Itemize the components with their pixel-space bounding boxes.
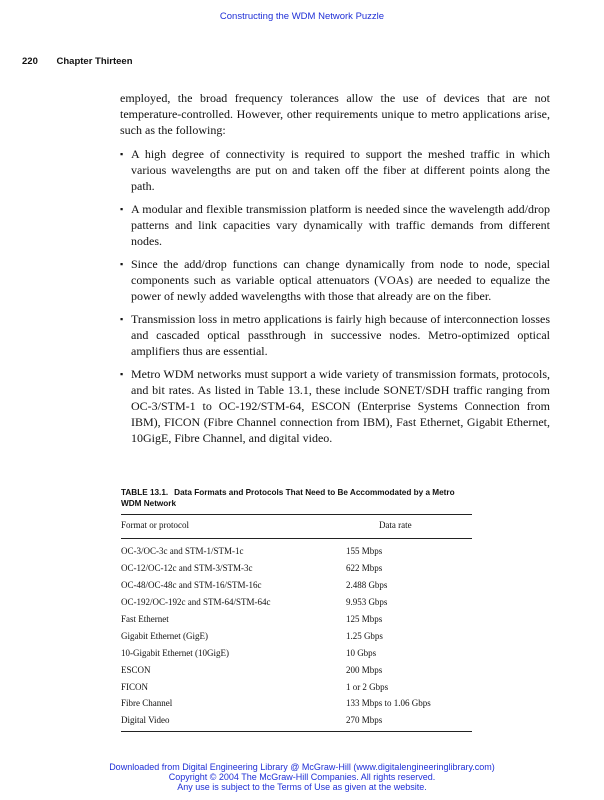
requirements-list bbox=[120, 146, 550, 446]
format-cell: Digital Video bbox=[121, 715, 170, 726]
bullet-icon: ▪ bbox=[120, 369, 124, 379]
rate-cell: 2.488 Gbps bbox=[345, 580, 388, 591]
rate-cell: 1 or 2 Gbps bbox=[345, 681, 389, 692]
rate-cell: 125 Mbps bbox=[345, 614, 383, 624]
format-cell: Fibre Channel bbox=[121, 698, 173, 709]
rate-cell: 622 Mbps bbox=[345, 563, 383, 574]
rate-cell: 10 Gbps bbox=[345, 647, 377, 658]
list-item bbox=[120, 311, 550, 359]
table-row bbox=[121, 611, 472, 628]
table-row bbox=[121, 644, 472, 661]
list-item-text: A high degree of connectivity is required to support the meshed traffic in which various wavelengths are put on and taken off the fiber at different points along the path. bbox=[131, 147, 550, 193]
table-body bbox=[121, 539, 472, 729]
list-item-text: Since the add/drop functions can change dynamically from node to node, special components such as variable optical attenuators (VOAs) are needed to equalize the power of newly added wavelengths with those that already are on the fiber. bbox=[131, 257, 550, 303]
chapter-title: Chapter Thirteen bbox=[56, 56, 133, 67]
rate-cell: 270 Mbps bbox=[345, 715, 383, 726]
list-item-text: Transmission loss in metro applications is fairly high because of interconnection losses and cascaded optical passthrough in successive nodes. Metro-optimized optical amplifiers thus are essential. bbox=[131, 312, 550, 358]
format-cell: FICON bbox=[121, 681, 149, 692]
table-row bbox=[121, 594, 472, 611]
table-row bbox=[121, 678, 472, 695]
format-cell: OC-48/OC-48c and STM-16/STM-16c bbox=[121, 580, 262, 591]
format-cell: Gigabit Ethernet (GigE) bbox=[121, 630, 208, 641]
rate-cell: 133 Mbps to 1.06 Gbps bbox=[345, 698, 431, 709]
format-cell: OC-3/OC-3c and STM-1/STM-1c bbox=[121, 546, 244, 557]
footer bbox=[0, 762, 604, 792]
bottom-rule bbox=[121, 731, 472, 732]
bullet-icon: ▪ bbox=[120, 204, 124, 214]
format-cell: Fast Ethernet bbox=[121, 614, 169, 624]
list-item bbox=[120, 146, 550, 194]
table-row bbox=[121, 577, 472, 594]
table-caption bbox=[121, 487, 472, 509]
column-header-rate: Data rate bbox=[378, 520, 412, 530]
rate-cell: 9.953 Gbps bbox=[345, 597, 388, 608]
footer-terms: Any use is subject to the Terms of Use as given at the website. bbox=[177, 782, 427, 792]
table-13-1 bbox=[121, 487, 472, 732]
format-cell: OC-12/OC-12c and STM-3/STM-3c bbox=[121, 563, 253, 574]
table-label: TABLE 13.1. bbox=[121, 488, 169, 497]
format-cell: OC-192/OC-192c and STM-64/STM-64c bbox=[121, 597, 271, 608]
rate-cell: 155 Mbps bbox=[345, 546, 383, 557]
rate-cell: 1.25 Gbps bbox=[345, 630, 383, 641]
footer-copyright: Copyright © 2004 The McGraw-Hill Companies. All rights reserved. bbox=[168, 772, 436, 782]
body-text bbox=[120, 90, 550, 453]
bullet-icon: ▪ bbox=[120, 259, 124, 269]
table-row bbox=[121, 712, 472, 729]
table-row bbox=[121, 661, 472, 678]
bullet-icon: ▪ bbox=[120, 149, 124, 159]
table-row bbox=[121, 695, 472, 712]
format-cell: ESCON bbox=[121, 664, 151, 675]
page-number: 220 bbox=[22, 56, 38, 67]
footer-download-link[interactable]: Downloaded from Digital Engineering Library @ McGraw-Hill (www.digitalengineeringlibrary.com) bbox=[109, 762, 495, 772]
table-row bbox=[121, 560, 472, 577]
column-header-format: Format or protocol bbox=[121, 520, 189, 530]
bullet-icon: ▪ bbox=[120, 314, 124, 324]
format-cell: 10-Gigabit Ethernet (10GigE) bbox=[121, 647, 229, 658]
list-item-text: Metro WDM networks must support a wide variety of transmission formats, protocols, and bit rates. As listed in Table 13.1, these include SONET/SDH traffic ranging from OC-3/STM-1 to OC-192/STM-64, ESCON (Enterprise Systems Connection from IBM), FICON (Fibre Channel connection from IBM), Fast Ethernet, Gigabit Ethernet, 10GigE, Fibre Channel, and digital video. bbox=[131, 367, 550, 445]
running-head bbox=[22, 56, 133, 67]
header-link[interactable]: Constructing the WDM Network Puzzle bbox=[219, 11, 385, 22]
list-item bbox=[120, 201, 550, 249]
list-item bbox=[120, 366, 550, 446]
rate-cell: 200 Mbps bbox=[345, 664, 383, 675]
table-row bbox=[121, 627, 472, 644]
intro-paragraph: employed, the broad frequency tolerances allow the use of devices that are not temperature-controlled. However, other requirements unique to metro applications arise, such as the following: bbox=[120, 91, 550, 137]
table-row bbox=[121, 539, 472, 560]
table-title: Data Formats and Protocols That Need to Be Accommodated by a Metro WDM Network bbox=[121, 488, 455, 508]
list-item-text: A modular and flexible transmission platform is needed since the wavelength add/drop patterns and link capacities vary dynamically with traffic demands from different nodes. bbox=[131, 202, 550, 248]
list-item bbox=[120, 256, 550, 304]
table-header-row bbox=[121, 515, 472, 539]
data-formats-table bbox=[121, 515, 472, 729]
